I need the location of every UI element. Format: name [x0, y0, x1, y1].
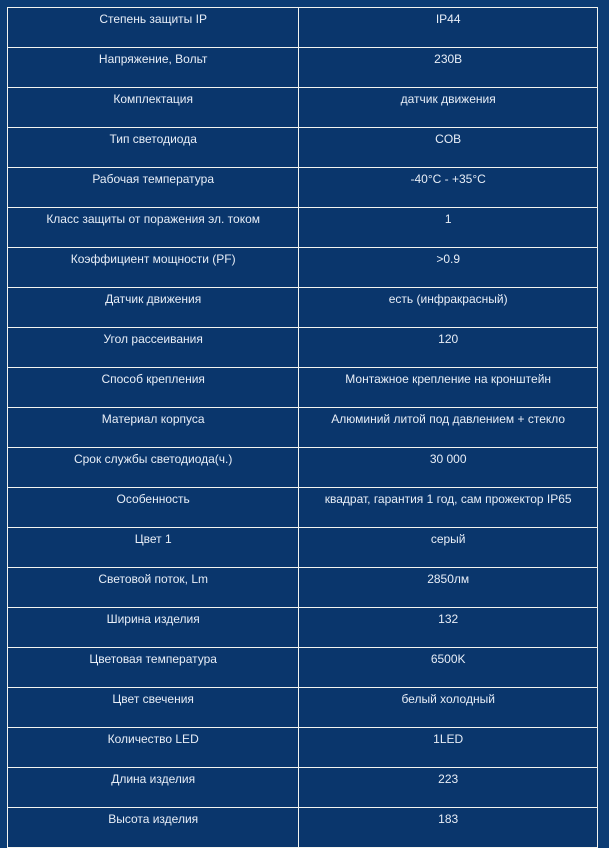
spec-label: Способ крепления	[8, 368, 299, 408]
spec-label: Срок службы светодиода(ч.)	[8, 448, 299, 488]
spec-table-body	[8, 8, 598, 848]
spec-row	[8, 688, 598, 728]
spec-label: Комплектация	[8, 88, 299, 128]
spec-label: Датчик движения	[8, 288, 299, 328]
spec-label: Ширина изделия	[8, 608, 299, 648]
spec-value: IP44	[299, 8, 598, 48]
spec-label: Угол рассеивания	[8, 328, 299, 368]
spec-value: белый холодный	[299, 688, 598, 728]
spec-value: 223	[299, 768, 598, 808]
spec-row	[8, 768, 598, 808]
spec-row	[8, 488, 598, 528]
spec-value: 183	[299, 808, 598, 848]
spec-row	[8, 728, 598, 768]
spec-row	[8, 128, 598, 168]
spec-value: 2850лм	[299, 568, 598, 608]
spec-label: Цвет 1	[8, 528, 299, 568]
spec-value: есть (инфракрасный)	[299, 288, 598, 328]
spec-label: Класс защиты от поражения эл. током	[8, 208, 299, 248]
spec-label: Рабочая температура	[8, 168, 299, 208]
spec-value: Алюминий литой под давлением + стекло	[299, 408, 598, 448]
spec-value: 132	[299, 608, 598, 648]
spec-label: Материал корпуса	[8, 408, 299, 448]
spec-row	[8, 328, 598, 368]
spec-value: датчик движения	[299, 88, 598, 128]
spec-row	[8, 448, 598, 488]
spec-value: 1LED	[299, 728, 598, 768]
spec-row	[8, 88, 598, 128]
spec-table	[7, 7, 598, 848]
spec-value: 230В	[299, 48, 598, 88]
spec-label: Высота изделия	[8, 808, 299, 848]
spec-row	[8, 208, 598, 248]
spec-row	[8, 648, 598, 688]
spec-row	[8, 168, 598, 208]
spec-row	[8, 528, 598, 568]
spec-row	[8, 608, 598, 648]
spec-label: Особенность	[8, 488, 299, 528]
spec-row	[8, 8, 598, 48]
spec-row	[8, 808, 598, 848]
spec-label: Цвет свечения	[8, 688, 299, 728]
spec-label: Световой поток, Lm	[8, 568, 299, 608]
spec-row	[8, 568, 598, 608]
spec-value: Монтажное крепление на кронштейн	[299, 368, 598, 408]
spec-value: 120	[299, 328, 598, 368]
spec-value: >0.9	[299, 248, 598, 288]
spec-value: 1	[299, 208, 598, 248]
spec-label: Степень защиты IP	[8, 8, 299, 48]
spec-row	[8, 288, 598, 328]
spec-value: -40°C - +35°C	[299, 168, 598, 208]
spec-label: Напряжение, Вольт	[8, 48, 299, 88]
spec-label: Коэффициент мощности (PF)	[8, 248, 299, 288]
spec-value: серый	[299, 528, 598, 568]
spec-label: Количество LED	[8, 728, 299, 768]
spec-row	[8, 408, 598, 448]
spec-value: 30 000	[299, 448, 598, 488]
spec-row	[8, 248, 598, 288]
spec-value: квадрат, гарантия 1 год, сам прожектор IP65	[299, 488, 598, 528]
spec-label: Цветовая температура	[8, 648, 299, 688]
spec-row	[8, 368, 598, 408]
spec-row	[8, 48, 598, 88]
spec-label: Длина изделия	[8, 768, 299, 808]
spec-value: 6500K	[299, 648, 598, 688]
spec-label: Тип светодиода	[8, 128, 299, 168]
spec-value: COB	[299, 128, 598, 168]
